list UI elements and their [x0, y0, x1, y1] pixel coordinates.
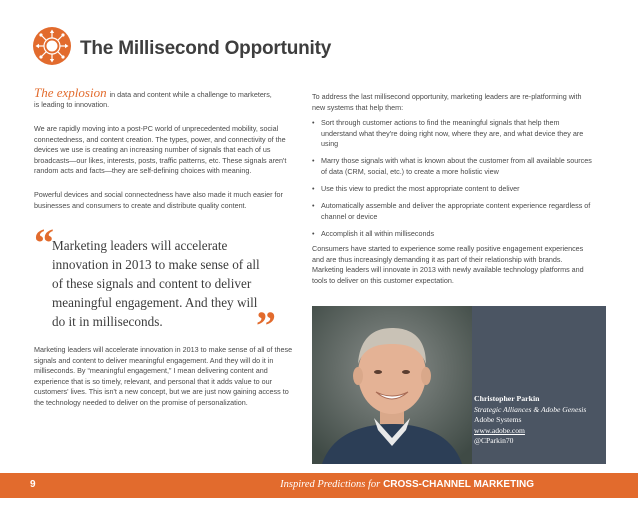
author-name: Christopher Parkin — [474, 394, 540, 403]
footer-title-caps: CROSS-CHANNEL MARKETING — [383, 479, 534, 490]
capability-list — [312, 118, 592, 246]
replatform-paragraph: To address the last millisecond opportunity, marketing leaders are re-platforming with new systems that help them: — [312, 92, 582, 112]
consumer-paragraph: Consumers have started to experience some really positive engagement experiences and are thus increasingly demanding it as part of their relationship with brands. Marketing leaders will innovate in 2013 with newly available technology platforms and tools to deliver on this customer expectation. — [312, 244, 584, 285]
author-role: Strategic Alliances & Adobe Genesis — [474, 404, 587, 414]
page-number: 9 — [30, 479, 36, 490]
open-quote-mark: “ — [34, 220, 54, 265]
lead-sentence-continued: is leading to innovation. — [34, 100, 110, 109]
close-quote-mark: ” — [256, 303, 276, 348]
list-item: • Accomplish it all within milliseconds — [312, 229, 592, 240]
lead-sentence — [34, 85, 304, 101]
lead-emphasis: The explosion — [34, 85, 107, 100]
author-photo — [312, 306, 472, 464]
engagement-paragraph: Marketing leaders will accelerate innovation in 2013 to make sense of all of these signals and content to deliver meaningful engagement. And they will do it in milliseconds. By “meaningful engagement,” I mean delivering content and experience that is so timely, relevant, and personal that it adds value to our customers' lives. This isn't a new concept, but we are just now gaining access to the technology needed to deliver on the promise of personalization. — [34, 345, 293, 407]
author-company: Adobe Systems — [474, 415, 522, 425]
pull-quote: Marketing leaders will accelerate innovation in 2013 to make sense of all of these signals and content to deliver meaningful engagement. And they will do it in milliseconds. — [52, 238, 260, 329]
footer-title-italic: Inspired Predictions for — [280, 479, 381, 490]
author-website-link[interactable]: www.adobe.com — [474, 425, 525, 435]
list-item: • Marry those signals with what is known about the customer from all available sources of data (CRM, social, etc.) to create a more holistic view — [312, 156, 592, 177]
footer-title — [280, 479, 534, 490]
network-hub-icon — [32, 26, 72, 66]
page-title: The Millisecond Opportunity — [80, 38, 332, 59]
lead-rest: in data and content while a challenge to marketers, — [109, 90, 272, 99]
list-item: • Sort through customer actions to find the meaningful signals that help them understand what they're doing right now, where they are, and what device they are using — [312, 118, 592, 150]
devices-paragraph: Powerful devices and social connectedness have also made it much easier for businesses and consumers to create and distribute quality content. — [34, 190, 283, 210]
author-handle: @CParkin70 — [474, 436, 514, 446]
list-item: • Automatically assemble and deliver the appropriate content experience regardless of channel or device — [312, 201, 592, 222]
list-item: • Use this view to predict the most appropriate content to deliver — [312, 184, 592, 195]
intro-paragraph: We are rapidly moving into a post-PC world of unprecedented mobility, social connectedness, and content creation. The types, power, and connectivity of the devices we use is creating an increasing number of signals that each of us broadcasts—our likes, interests, posts, traffic patterns, etc. These signals aren't random acts and facts—they are self-defining choices with meaning. — [34, 124, 287, 176]
author-bio — [474, 394, 604, 447]
